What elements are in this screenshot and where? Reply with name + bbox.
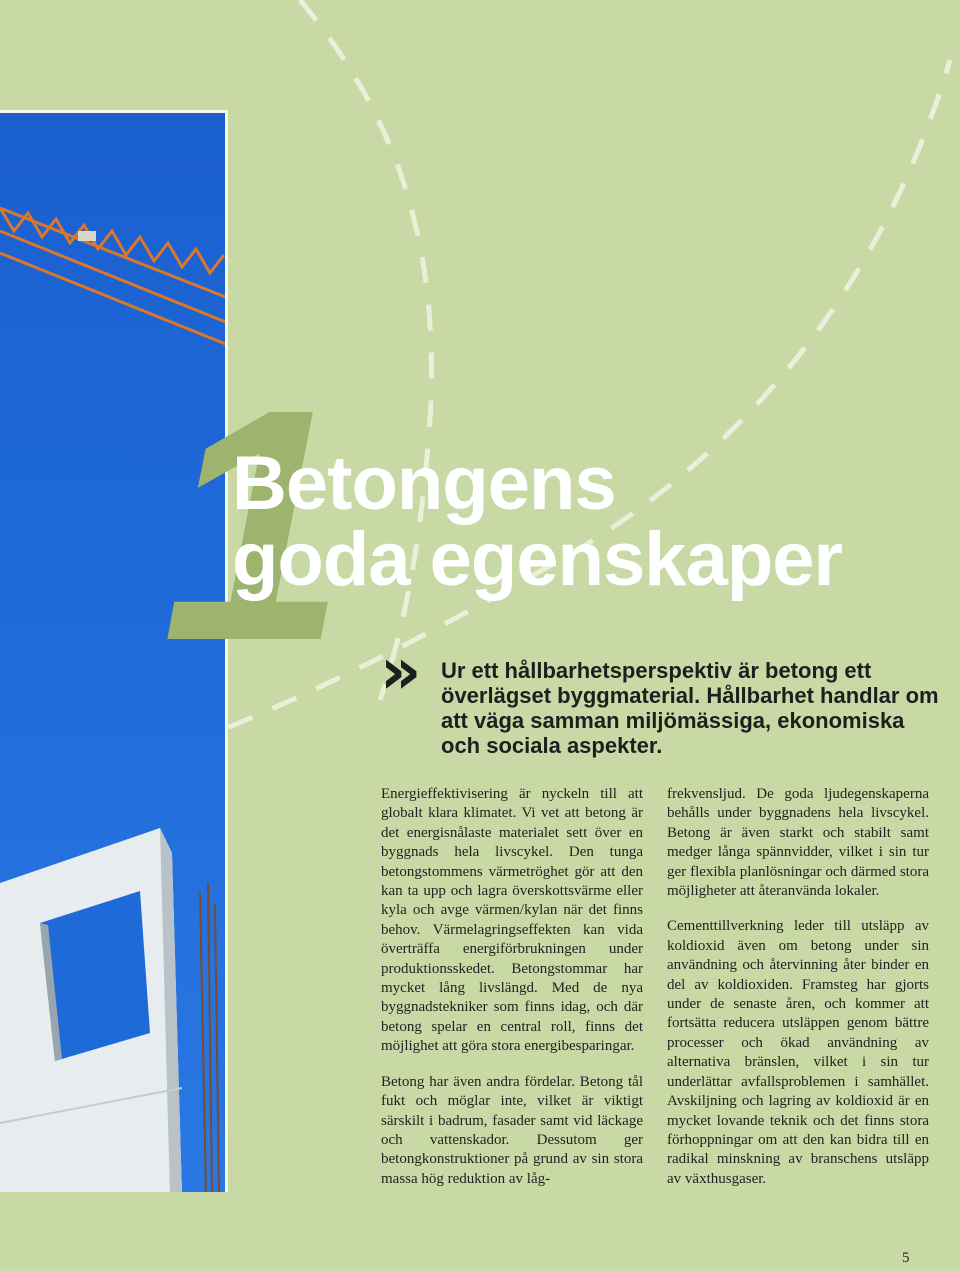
paragraph: frekvensljud. De goda ljudegenskaperna behålls under byggnadens hela livscykel. Betong är även starkt och stabilt samt medger långa spännvidder, vilket i sin tur ger flexibla planlösningar och därmed stora möjligheter att återanvända lokaler.	[667, 786, 929, 900]
guillemet-icon: »	[380, 635, 416, 709]
paragraph: Cementtillverkning leder till utsläpp av koldioxid även om betong under sin användning och återvinning åter binder en del av koldioxiden. Framsteg har gjorts under de senaste åren, och kommer att fortsätta reducera utsläppen genom bättre processer och ökad användning av alternativa bränslen, vilket i sin tur underlättar avfallsproblemen i samhället. Avskiljning och lagring av koldioxid är en mycket lovande teknik och det finns stora förhoppningar om att den kan bidra till en radikal minskning av branschens utsläpp av växthusgaser.	[667, 918, 929, 1187]
body-column-left	[381, 785, 643, 1205]
intro-lead: Ur ett hållbarhetsperspektiv är betong ett överlägset byggmaterial. Hållbarhet handlar om att väga samman miljömässiga, ekonomiska och sociala aspekter.	[441, 658, 939, 758]
page-number: 5	[902, 1250, 910, 1266]
paragraph: Betong har även andra fördelar. Betong tål fukt och möglar inte, vilket är viktigt särskilt i badrum, fasader samt vid läckage och vattenskador. Dessutom ger betongkonstruktioner på grund av sin stora massa hög reduktion av låg-	[381, 1073, 643, 1187]
body-column-right	[667, 785, 929, 1205]
chapter-title	[232, 441, 843, 602]
chapter-title-line1: Betongens	[232, 441, 616, 526]
paragraph: Energieffektivisering är nyckeln till att globalt klara klimatet. Vi vet att betong är det energisnålaste materialet sett över en byggnads hela livscykel. Den tunga betongstommens värmetröghet gör att den kan ta upp och lagra överskottsvärme eller kyla och avge värmen/kylan när det finns behov. Värmelagringseffekten kan vida överträffa energiförbrukningen under produktionsskedet. Betongstommar har mycket lång livslängd. Med de nya byggnadstekniker som finns idag, och där betong spelar en central roll, finns det möjlighet att göra stora energibesparingar.	[381, 786, 643, 1055]
chapter-title-line2: goda egenskaper	[232, 517, 843, 602]
chapter-number: 1	[162, 340, 338, 709]
